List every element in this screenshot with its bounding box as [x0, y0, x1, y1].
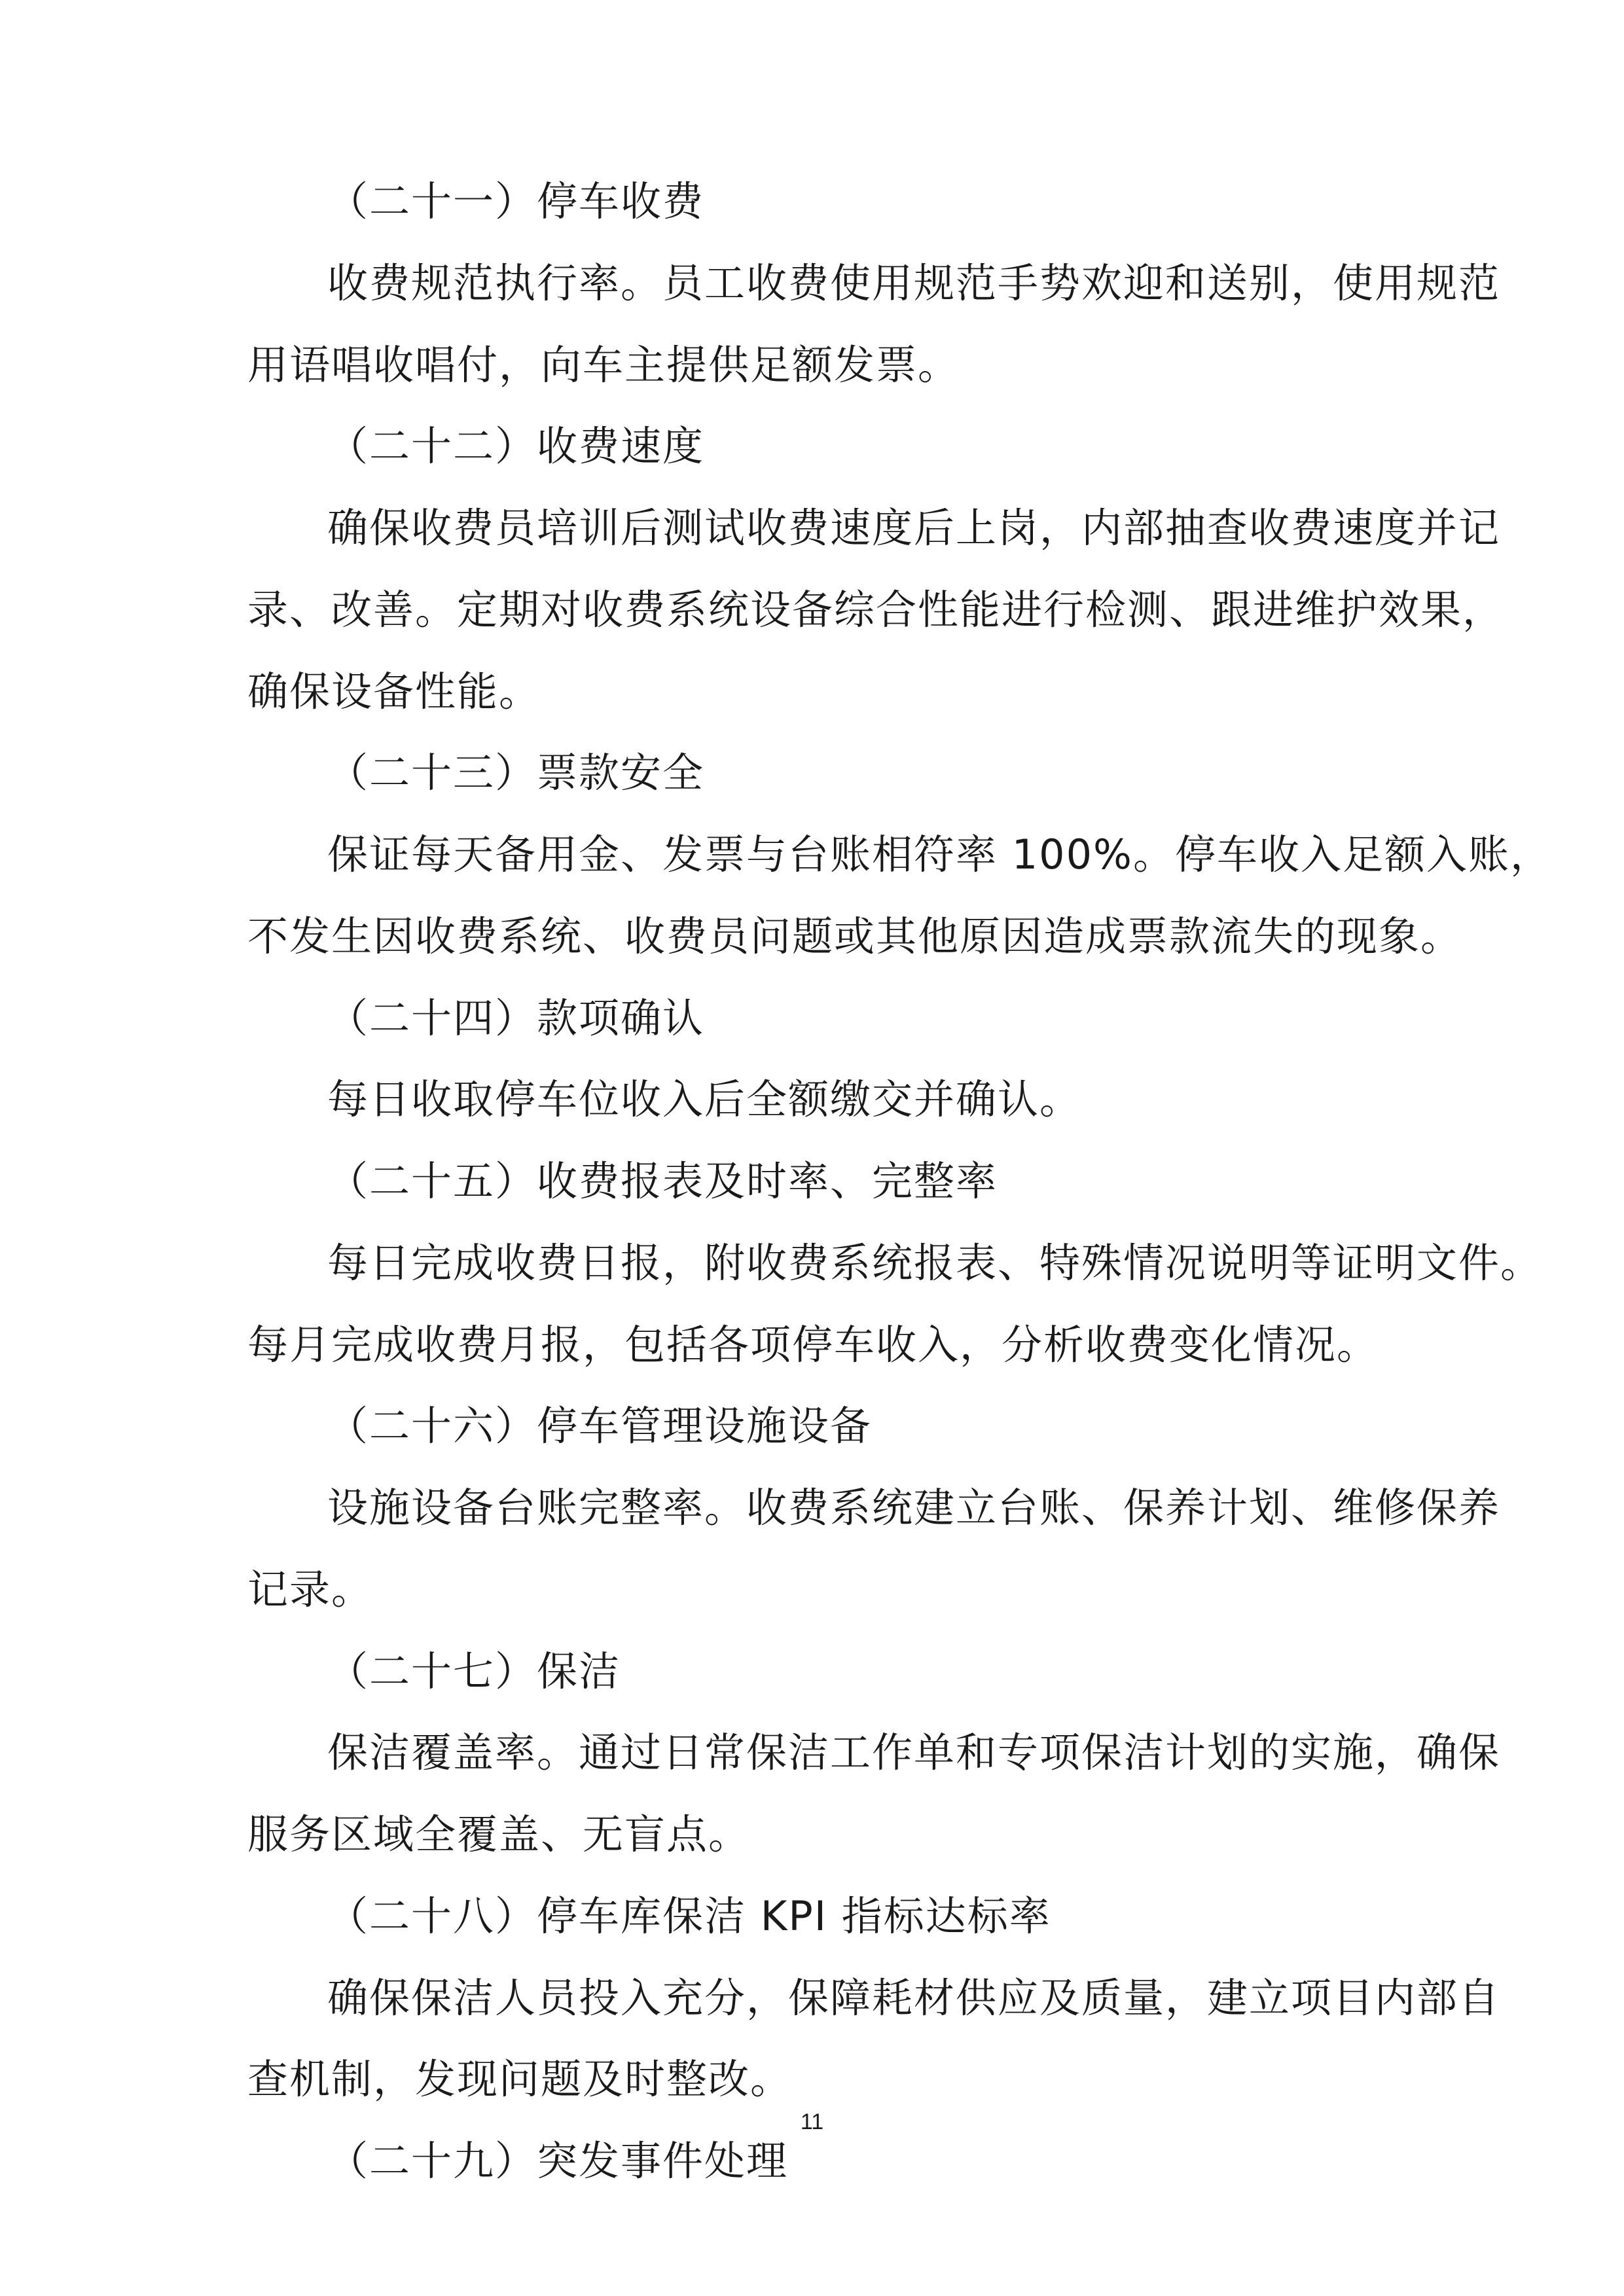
page-number: 11: [800, 2109, 824, 2134]
section-heading-29: （二十九）突发事件处理: [327, 2137, 789, 2185]
paragraph-line: 录、改善。定期对收费系统设备综合性能进行检测、跟进维护效果，: [247, 586, 1505, 634]
paragraph-line: 确保保洁人员投入充分，保障耗材供应及质量，建立项目内部自: [327, 1974, 1501, 2022]
paragraph-line: 查机制，发现问题及时整改。: [247, 2055, 793, 2103]
section-heading-24: （二十四）款项确认: [327, 994, 705, 1042]
paragraph-line: 服务区域全覆盖、无盲点。: [247, 1810, 751, 1858]
paragraph-line: 收费规范执行率。员工收费使用规范手势欢迎和送别，使用规范: [327, 259, 1501, 307]
paragraph-line: 保证每天备用金、发票与台账相符率 100%。停车收入足额入账，: [327, 831, 1552, 878]
paragraph-line: 每月完成收费月报，包括各项停车收入，分析收费变化情况。: [247, 1321, 1379, 1369]
section-heading-25: （二十五）收费报表及时率、完整率: [327, 1157, 998, 1205]
paragraph-line: 设施设备台账完整率。收费系统建立台账、保养计划、维修保养: [327, 1484, 1501, 1532]
paragraph-line: 保洁覆盖率。通过日常保洁工作单和专项保洁计划的实施，确保: [327, 1729, 1501, 1776]
section-heading-21: （二十一）停车收费: [327, 177, 705, 225]
section-heading-28: （二十八）停车库保洁 KPI 指标达标率: [327, 1892, 1051, 1940]
section-heading-22: （二十二）收费速度: [327, 422, 705, 470]
section-heading-26: （二十六）停车管理设施设备: [327, 1402, 873, 1450]
paragraph-line: 不发生因收费系统、收费员问题或其他原因造成票款流失的现象。: [247, 912, 1463, 960]
paragraph-line: 确保设备性能。: [247, 668, 541, 715]
paragraph-line: 每日完成收费日报，附收费系统报表、特殊情况说明等证明文件。: [327, 1239, 1543, 1287]
section-heading-23: （二十三）票款安全: [327, 749, 705, 797]
paragraph-line: 每日收取停车位收入后全额缴交并确认。: [327, 1075, 1082, 1123]
section-heading-27: （二十七）保洁: [327, 1647, 621, 1695]
paragraph-line: 记录。: [247, 1566, 374, 1613]
paragraph-line: 用语唱收唱付，向车主提供足额发票。: [247, 341, 960, 389]
paragraph-line: 确保收费员培训后测试收费速度后上岗，内部抽查收费速度并记: [327, 504, 1501, 552]
